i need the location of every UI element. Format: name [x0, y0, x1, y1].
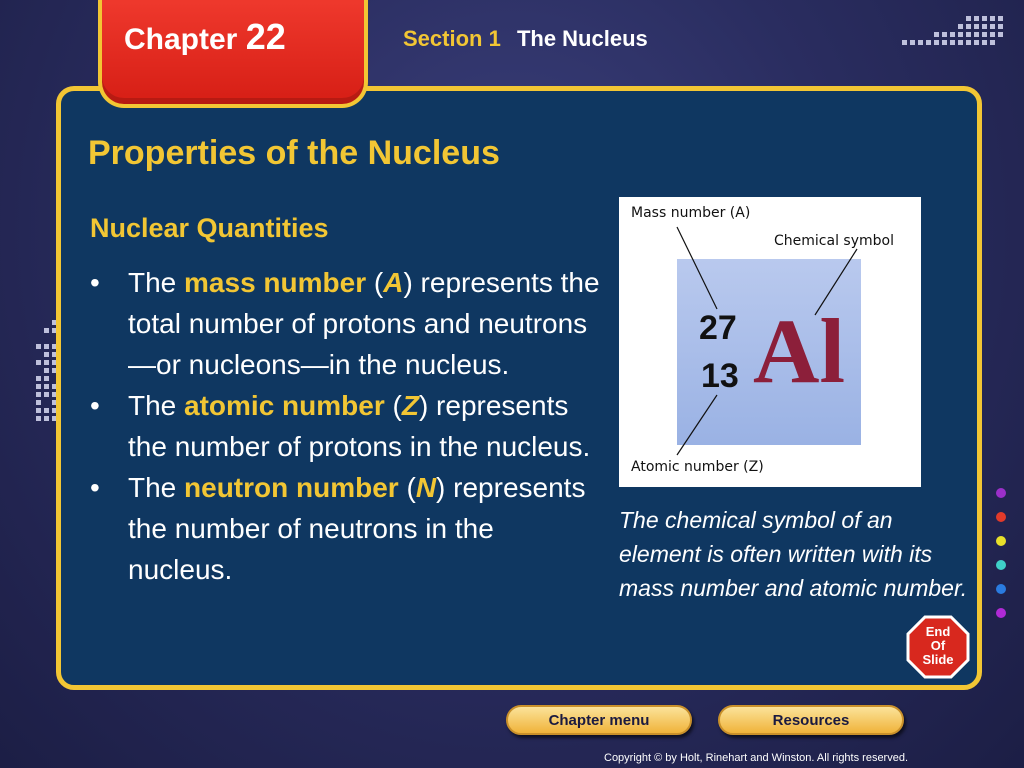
term: neutron number: [184, 472, 399, 503]
element-symbol: Al: [753, 300, 845, 402]
chemical-symbol-label: Chemical symbol: [774, 233, 894, 249]
end-of-slide-button[interactable]: [906, 615, 970, 679]
copyright-notice: Copyright © by Holt, Rinehart and Winston. All rights reserved.: [604, 752, 909, 764]
atomic-number-label: Atomic number (Z): [631, 459, 764, 475]
decorative-dot-grid-left: [36, 320, 57, 421]
chapter-number: 22: [245, 16, 286, 57]
term: atomic number: [184, 390, 385, 421]
chapter-menu-button[interactable]: Chapter menu: [506, 705, 692, 735]
dot-magenta: [996, 608, 1006, 618]
chapter-title: [124, 16, 286, 58]
section-title: The Nucleus: [516, 26, 648, 51]
decorative-color-dots: [996, 488, 1006, 632]
variable: A: [383, 267, 404, 298]
bullet-neutron-number: • The neutron number (N) represents the number of neutrons in the nucleus.: [90, 467, 600, 590]
slide-title: Properties of the Nucleus: [88, 134, 500, 172]
slide-subheading: Nuclear Quantities: [90, 213, 329, 243]
section-label: Section 1: [403, 26, 501, 51]
mass-number-value: 27: [699, 309, 737, 347]
decorative-dot-grid-top: [902, 16, 1003, 45]
dot-red: [996, 512, 1006, 522]
bullet-dot: •: [90, 267, 100, 298]
section-header: [403, 26, 648, 52]
end-slide-line-1: End: [925, 624, 951, 639]
dot-purple: [996, 488, 1006, 498]
element-notation-figure: [619, 197, 921, 487]
resources-button[interactable]: Resources: [718, 705, 904, 735]
dot-teal: [996, 560, 1006, 570]
bullet-dot: •: [90, 472, 100, 503]
bullet-list: [90, 262, 600, 590]
end-slide-line-2: Of: [930, 638, 946, 653]
chapter-label: Chapter: [124, 23, 238, 56]
end-slide-line-3: Slide: [922, 652, 954, 667]
dot-yellow: [996, 536, 1006, 546]
dot-blue: [996, 584, 1006, 594]
variable: N: [415, 472, 437, 503]
term: mass number: [184, 267, 367, 298]
mass-number-label: Mass number (A): [631, 205, 751, 221]
figure-caption: The chemical symbol of an element is often written with its mass number and atomic number.: [619, 507, 968, 601]
variable: Z: [401, 390, 419, 421]
chapter-tab: [98, 0, 368, 108]
bullet-mass-number: • The mass number (A) represents the total number of protons and neutrons—or nucleons—in the nucleus.: [90, 262, 600, 385]
atomic-number-value: 13: [701, 357, 739, 395]
bullet-dot: •: [90, 390, 100, 421]
bullet-atomic-number: • The atomic number (Z) represents the number of protons in the nucleus.: [90, 385, 600, 467]
